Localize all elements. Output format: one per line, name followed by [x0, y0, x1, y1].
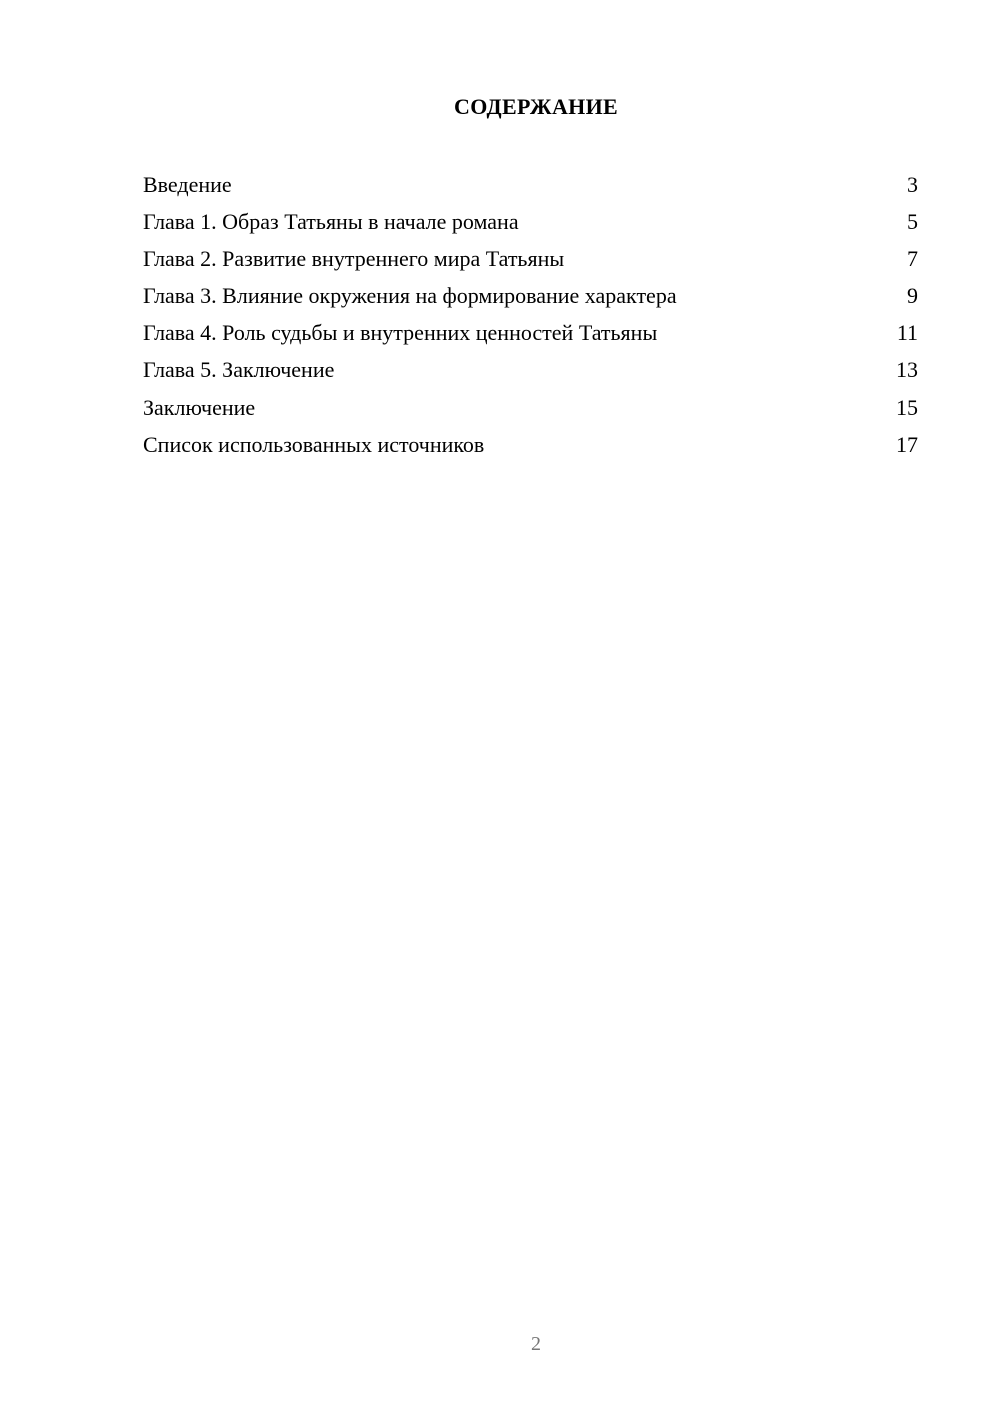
toc-entry-page: 11	[896, 320, 918, 346]
toc-entry	[143, 430, 918, 467]
toc-entry	[143, 393, 918, 430]
toc-entry-title: Глава 4. Роль судьбы и внутренних ценностей Татьяны	[143, 320, 658, 346]
toc-entry	[143, 207, 918, 244]
toc-entry-title: Список использованных источников	[143, 431, 485, 457]
toc-entry	[143, 355, 918, 392]
toc-entry	[143, 170, 918, 207]
page-title: СОДЕРЖАНИЕ	[454, 94, 618, 119]
toc-entry-title: Заключение	[143, 394, 256, 420]
toc-entry	[143, 318, 918, 355]
toc-entry-title: Введение	[143, 172, 232, 197]
toc-entry-page: 5	[907, 209, 918, 235]
toc-entry-title: Глава 3. Влияние окружения на формирование характера	[143, 283, 677, 309]
toc-entry	[143, 244, 918, 281]
page-number: 2	[531, 1333, 541, 1355]
toc-entry-page: 3	[907, 172, 918, 197]
toc-entry-page: 7	[907, 246, 918, 272]
toc-entry-title: Глава 5. Заключение	[143, 357, 335, 383]
toc-entry	[143, 281, 918, 318]
toc-entry-title: Глава 1. Образ Татьяны в начале романа	[143, 209, 519, 235]
toc-entry-page: 17	[896, 431, 918, 457]
toc-entry-title: Глава 2. Развитие внутреннего мира Татьяны	[143, 246, 565, 272]
toc-entry-page: 9	[907, 283, 918, 309]
table-of-contents	[143, 170, 918, 467]
toc-entry-page: 13	[896, 357, 918, 383]
toc-entry-page: 15	[896, 394, 918, 420]
